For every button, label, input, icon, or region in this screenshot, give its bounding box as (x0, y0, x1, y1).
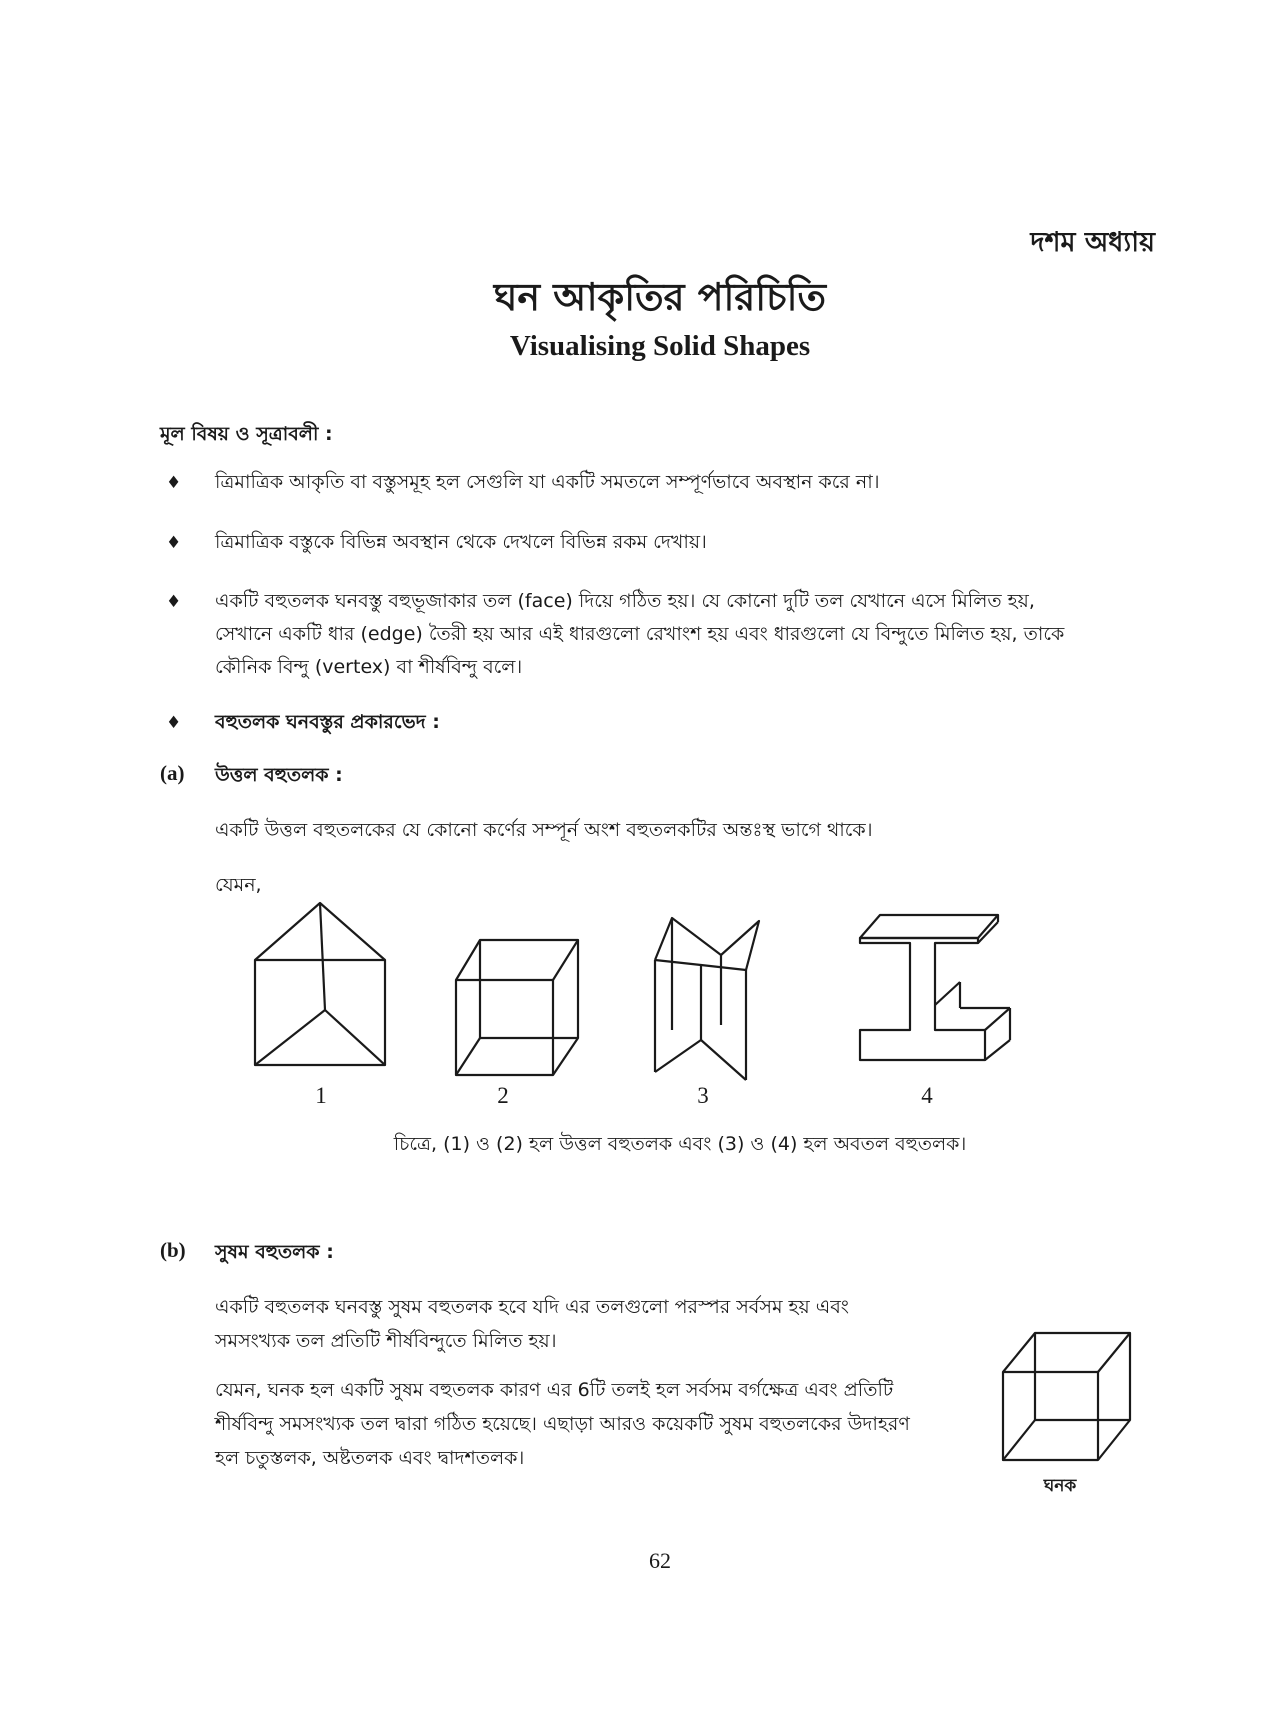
figure-number-3: 3 (697, 1083, 709, 1108)
cube-figure-label: ঘনক (1043, 1476, 1077, 1496)
part-a-description: একটি উত্তল বহুতলকের যে কোনো কর্ণের সম্পূর্ন অংশ বহুতলকটির অন্তঃস্থ ভাগে থাকে। (215, 819, 873, 841)
figure-caption: চিত্রে, (1) ও (2) হল উত্তল বহুতলক এবং (3) ও (4) হল অবতল বহুতলক। (393, 1133, 967, 1155)
section-heading: মূল বিষয় ও সূত্রাবলী : (160, 423, 333, 445)
figure-number-2: 2 (497, 1083, 509, 1108)
part-b-para2-line2: শীর্ষবিন্দু সমসংখ্যক তল দ্বারা গঠিত হয়েছে। এছাড়া আরও কয়েকটি সুষম বহুতলকের উদাহরণ (215, 1413, 910, 1435)
chapter-label: দশম অধ্যায় (1030, 227, 1155, 258)
part-b-para1-line1: একটি বহুতলক ঘনবস্তু সুষম বহুতলক হবে যদি এর তলগুলো পরস্পর সর্বসম হয় এবং (215, 1296, 849, 1318)
page-title-english: Visualising Solid Shapes (509, 330, 811, 362)
part-b-para2-line3: হল চতুস্তলক, অষ্টতলক এবং দ্বাদশতলক। (215, 1447, 525, 1469)
bullet-text-3-line-3: কৌনিক বিন্দু (vertex) বা শীর্ষবিন্দু বলে। (215, 656, 523, 678)
bullet-marker: ♦ (166, 533, 182, 553)
page-title-bengali: ঘন আকৃতির পরিচিতি (493, 275, 827, 319)
figure-number-1: 1 (315, 1083, 327, 1108)
regular-cube-figure (1003, 1333, 1130, 1460)
page-number: 62 (649, 1548, 671, 1573)
part-a-example-intro: যেমন, (215, 874, 262, 896)
part-b-para2-line1: যেমন, ঘনক হল একটি সুষম বহুতলক কারণ এর 6টি তলই হল সর্বসম বর্গক্ষেত্র এবং প্রতিটি (215, 1379, 894, 1401)
part-a-label: (a) (160, 761, 185, 785)
bullet-text-1: ত্রিমাত্রিক আকৃতি বা বস্তুসমূহ হল সেগুলি যা একটি সমতলে সম্পূর্ণভাবে অবস্থান করে না। (215, 471, 880, 493)
cube-figure (456, 940, 578, 1075)
part-b-para1-line2: সমসংখ্যক তল প্রতিটি শীর্ষবিন্দুতে মিলিত হয়। (215, 1330, 557, 1352)
bullet-text-2: ত্রিমাত্রিক বস্তুকে বিভিন্ন অবস্থান থেকে দেখলে বিভিন্ন রকম দেখায়। (215, 531, 707, 553)
i-beam-figure (860, 915, 1010, 1060)
bullet-marker: ♦ (166, 592, 182, 612)
figure-number-4: 4 (921, 1083, 933, 1108)
bullet-marker: ♦ (166, 713, 182, 733)
part-a-title: উত্তল বহুতলক : (215, 764, 343, 786)
concave-prism-figure (655, 918, 759, 1080)
bullet-marker: ♦ (166, 473, 182, 493)
bullet-text-3-line-1: একটি বহুতলক ঘনবস্তু বহুভূজাকার তল (face) দিয়ে গঠিত হয়। যে কোনো দুটি তল যেখানে এসে মিলিত হয়, (215, 590, 1035, 612)
part-b-label: (b) (160, 1238, 186, 1262)
prism-figure (255, 903, 385, 1065)
bullet-text-3-line-2: সেখানে একটি ধার (edge) তৈরী হয় আর এই ধারগুলো রেখাংশ হয় এবং ধারগুলো যে বিন্দুতে মিলিত হয়, তাকে (215, 623, 1065, 645)
part-b-title: সুষম বহুতলক : (215, 1241, 334, 1263)
bullet-text-4: বহুতলক ঘনবস্তুর প্রকারভেদ : (215, 711, 440, 733)
